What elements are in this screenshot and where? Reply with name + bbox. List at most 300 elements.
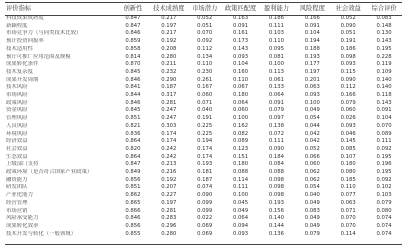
table-cell: 0.113 [268,68,285,75]
table-cell: 0.156 [268,207,285,214]
column-header: 创新性 [123,5,143,12]
table-cell: 0.112 [197,45,213,52]
table-cell: 0.072 [268,130,285,137]
table-cell: 0.163 [232,15,249,21]
table-cell: 0.111 [268,138,285,145]
row-label: 资金风险 [6,107,28,114]
table-cell: 0.100 [232,192,249,199]
table-row [5,30,402,38]
row-label: 政策风险 [6,99,28,106]
row-label: 新颖程度 [6,22,28,29]
table-cell: 0.110 [232,76,249,83]
table-cell: 0.094 [232,222,249,229]
table-cell: 0.836 [125,130,141,137]
table-cell: 0.196 [376,161,392,168]
table-cell: 0.261 [197,76,213,83]
table-cell: 0.042 [304,130,320,137]
table-cell: 0.090 [197,192,213,199]
table-cell: 0.211 [161,61,177,68]
column-header: 评价指标 [6,5,32,12]
table-cell: 0.184 [268,153,285,160]
table-cell: 0.060 [232,107,249,114]
table-cell: 0.085 [340,145,356,152]
table-cell: 0.112 [340,84,356,91]
table-cell: 0.174 [161,138,177,145]
table-cell: 0.060 [304,161,320,168]
table-bottom-rule [5,244,402,245]
table-cell: 0.098 [268,192,285,199]
table-cell: 0.049 [304,199,320,206]
table-cell: 0.217 [161,15,177,21]
table-cell: 0.093 [340,122,356,129]
table-cell: 0.093 [232,53,249,60]
table-cell: 0.290 [161,76,177,83]
table-cell: 0.191 [197,115,213,122]
table-cell: 0.143 [376,99,392,106]
table-cell: 0.201 [304,76,320,83]
table-cell: 0.281 [161,207,177,214]
table-cell: 0.022 [197,215,213,222]
table-cell: 0.098 [268,176,285,183]
table-cell: 0.071 [197,99,213,106]
table-cell: 0.100 [304,99,320,106]
row-label: 技术适用性 [6,45,33,52]
table-cell: 0.060 [340,107,356,114]
table-cell: 0.091 [232,22,249,29]
row-label: 社会效益 [6,145,28,152]
table-cell: 0.862 [125,192,141,199]
table-cell: 0.247 [161,115,177,122]
row-label: 融资能力 [6,176,28,183]
row-label: 成果开发周期 [6,76,39,83]
table-cell: 0.870 [125,61,141,68]
table-cell: 0.161 [232,30,249,37]
row-label: 环境风险 [6,130,28,137]
table-cell: 0.859 [125,38,141,45]
table-cell: 0.166 [340,92,356,99]
table-cell: 0.054 [304,115,320,122]
table-cell: 0.064 [232,215,249,222]
table-row [5,154,402,162]
table-row [5,200,402,208]
table-cell: 0.864 [125,153,141,160]
table-cell: 0.820 [125,145,141,152]
table-cell: 0.133 [268,84,285,91]
table-cell: 0.191 [340,38,356,45]
table-cell: 0.162 [232,122,249,129]
table-cell: 0.846 [125,76,141,83]
table-cell: 0.071 [340,207,356,214]
table-cell: 0.049 [232,207,249,214]
table-row [5,138,402,146]
table-cell: 0.174 [197,145,213,152]
table-cell: 0.115 [340,68,356,75]
table-cell: 0.052 [340,15,356,21]
row-label: 生态效益 [6,153,28,160]
table-row [5,23,402,31]
table-cell: 0.143 [376,38,392,45]
table-cell: 0.197 [304,68,320,75]
table-cell: 0.064 [232,99,249,106]
table-cell: 0.160 [232,68,249,75]
table-cell: 0.093 [340,61,356,68]
table-cell: 0.247 [161,107,177,114]
table-row [5,123,402,131]
table-cell: 0.074 [376,222,392,229]
table-row [5,184,402,192]
column-header: 盈利能力 [263,5,290,12]
table-cell: 0.180 [340,161,356,168]
table-cell: 0.097 [268,115,285,122]
table-cell: 0.242 [161,145,177,152]
table-cell: 0.217 [161,30,177,37]
table-cell: 0.049 [304,215,320,222]
table-row [5,84,402,92]
table-cell: 0.099 [197,199,213,206]
table-cell: 0.174 [161,130,177,137]
column-header: 社会效益 [335,5,361,12]
table-cell: 0.847 [125,161,141,168]
table-cell: 0.111 [268,22,285,29]
table-cell: 0.846 [125,99,141,106]
table-cell: 0.140 [376,84,392,91]
table-cell: 0.052 [304,145,320,152]
table-cell: 0.208 [161,45,177,52]
table-cell: 0.232 [161,68,177,75]
table-cell: 0.145 [340,138,356,145]
row-label: 市场营销 [6,207,28,214]
table-cell: 0.225 [197,130,213,137]
table-cell: 0.042 [304,138,320,145]
table-cell: 0.040 [197,107,213,114]
row-label: 上级部门支持 [6,161,39,168]
column-header: 风险程度 [299,5,325,12]
table-cell: 0.180 [232,92,249,99]
table-cell: 0.080 [376,207,392,214]
table-cell: 0.814 [125,53,141,60]
table-cell: 0.207 [161,184,177,191]
table-cell: 0.280 [161,230,177,237]
table-cell: 0.077 [340,192,356,199]
table-cell: 0.049 [304,107,320,114]
table-cell: 0.821 [125,122,141,129]
table-cell: 0.197 [161,199,177,206]
table-cell: 0.051 [197,22,213,29]
table-cell: 0.151 [232,153,249,160]
column-header: 综合评价 [371,5,397,12]
table-cell: 0.026 [340,115,356,122]
table-cell: 0.070 [197,30,213,37]
table-cell: 0.109 [376,68,392,75]
row-label: 成果转化效率 [6,222,39,229]
table-cell: 0.851 [125,184,141,191]
table-cell: 0.216 [161,169,177,176]
table-row [5,107,402,115]
table-cell: 0.865 [125,199,141,206]
table-cell: 0.091 [376,107,392,114]
table-cell: 0.193 [197,161,213,168]
table-cell: 0.111 [376,138,392,145]
table-cell: 0.193 [304,53,320,60]
table-cell: 0.049 [304,222,320,229]
table-cell: 0.283 [161,215,177,222]
table-cell: 0.069 [197,222,213,229]
table-cell: 0.185 [340,176,356,183]
table-cell: 0.063 [340,199,356,206]
table-cell: 0.192 [161,38,177,45]
row-label: 研发团队 [6,184,28,191]
table-cell: 0.044 [304,122,320,129]
table-cell: 0.866 [125,207,141,214]
table-cell: 0.296 [161,222,177,229]
table-row [5,223,402,231]
table-cell: 0.062 [304,176,320,183]
table-cell: 0.088 [232,169,249,176]
data-table [5,3,402,238]
table-cell: 0.187 [161,84,177,91]
table-cell: 0.098 [268,184,285,191]
table-row [5,131,402,139]
table-cell: 0.841 [125,84,141,91]
row-label: 科技成果成熟度 [6,15,44,21]
table-cell: 0.227 [161,192,177,199]
column-header: 技术成熟度 [153,5,185,12]
table-cell: 0.051 [340,30,356,37]
table-cell: 0.242 [161,153,177,160]
table-row [5,77,402,85]
table-row [5,69,402,77]
table-row [5,161,402,169]
table-cell: 0.090 [340,76,356,83]
table-row [5,177,402,185]
table-header-row [5,3,402,15]
table-cell: 0.173 [232,38,249,45]
table-row [5,115,402,123]
table-cell: 0.847 [125,15,141,21]
table-cell: 0.281 [161,99,177,106]
table-row [5,46,402,54]
table-cell: 0.138 [268,122,285,129]
table-cell: 0.228 [376,53,392,60]
row-label: 技术风险 [6,84,28,91]
table-cell: 0.082 [232,130,249,137]
table-cell: 0.194 [197,138,213,145]
table-cell: 0.104 [304,30,320,37]
table-cell: 0.062 [304,169,320,176]
table-row [5,215,402,223]
table-cell: 0.140 [268,215,285,222]
table-cell: 0.858 [125,45,141,52]
table-cell: 0.074 [197,184,213,191]
row-label: 管理风险 [6,115,28,122]
row-label: 预计投资回报率 [6,38,44,45]
table-cell: 0.083 [376,15,392,21]
table-cell: 0.134 [197,53,213,60]
table-cell: 0.177 [304,61,320,68]
table-cell: 0.143 [232,45,249,52]
table-cell: 0.148 [376,22,392,29]
table-cell: 0.074 [376,215,392,222]
table-cell: 0.187 [197,176,213,183]
table-cell: 0.079 [268,107,285,114]
table-cell: 0.093 [232,230,249,237]
table-cell: 0.114 [340,230,356,237]
table-body [5,15,402,238]
table-cell: 0.181 [197,169,213,176]
table-cell: 0.067 [232,84,249,91]
row-label: 风险承受能力 [6,215,39,222]
row-label: 市场竞争力（与同类技术比较） [6,30,82,37]
table-row [5,208,402,216]
table-cell: 0.186 [268,15,285,21]
column-header: 政策匹配度 [224,5,257,12]
table-cell: 0.110 [197,61,213,68]
table-cell: 0.079 [304,230,320,237]
table-cell: 0.092 [197,38,213,45]
table-cell: 0.063 [304,84,320,91]
table-cell: 0.844 [125,92,141,99]
table-row [5,61,402,69]
table-cell: 0.107 [340,153,356,160]
table-cell: 0.855 [125,230,141,237]
table-cell: 0.079 [340,99,356,106]
table-row [5,231,402,239]
table-cell: 0.193 [268,199,285,206]
table-cell: 0.847 [125,22,141,29]
row-label: 经济效益 [6,138,28,145]
row-label: 人员风险 [6,122,28,129]
table-cell: 0.192 [161,176,177,183]
table-cell: 0.064 [268,92,285,99]
table-cell: 0.089 [232,138,249,145]
table-cell: 0.166 [304,15,320,21]
table-row [5,100,402,108]
table-cell: 0.092 [376,145,392,152]
table-cell: 0.317 [161,92,177,99]
table-cell: 0.856 [125,176,141,183]
table-cell: 0.195 [376,169,392,176]
table-cell: 0.098 [340,53,356,60]
table-cell: 0.070 [340,215,356,222]
table-cell: 0.111 [232,184,249,191]
table-cell: 0.188 [304,45,320,52]
table-row [5,192,402,200]
table-cell: 0.849 [125,169,141,176]
table-cell: 0.052 [197,15,213,21]
table-cell: 0.084 [268,161,285,168]
table-cell: 0.845 [125,107,141,114]
table-cell: 0.091 [268,99,285,106]
table-cell: 0.225 [197,122,213,129]
table-cell: 0.303 [161,122,177,129]
table-cell: 0.195 [376,153,392,160]
row-label: 技术开发与转化（一般领域） [6,230,77,237]
table-cell: 0.180 [232,161,249,168]
table-row [5,38,402,46]
table-row [5,92,402,100]
table-cell: 0.104 [232,61,249,68]
table-cell: 0.280 [161,53,177,60]
table-cell: 0.174 [197,153,213,160]
table-cell: 0.100 [232,115,249,122]
table-cell: 0.102 [376,184,392,191]
table-cell: 0.119 [376,61,392,68]
table-cell: 0.099 [197,207,213,214]
table-row [5,15,402,23]
row-label: 经营管理 [6,199,28,206]
table-cell: 0.195 [376,45,392,52]
table-cell: 0.103 [268,30,285,37]
table-cell: 0.114 [232,176,249,183]
table-cell: 0.090 [268,145,285,152]
table-cell: 0.100 [268,61,285,68]
table-row [5,54,402,62]
row-label: 预计可推广应用范围及规模 [6,53,71,60]
table-cell: 0.095 [268,45,285,52]
row-label: 政策环境（是否符合国家产业政策） [6,169,93,176]
table-cell: 0.091 [304,22,320,29]
table-cell: 0.846 [125,215,141,222]
table-cell: 0.081 [268,53,285,60]
table-cell: 0.136 [268,230,285,237]
table-cell: 0.054 [304,184,320,191]
table-cell: 0.040 [304,192,320,199]
table-cell: 0.069 [197,230,213,237]
table-cell: 0.194 [304,38,320,45]
table-cell: 0.110 [340,184,356,191]
table-cell: 0.144 [268,222,285,229]
table-cell: 0.845 [125,68,141,75]
table-cell: 0.846 [125,30,141,37]
table-cell: 0.083 [304,207,320,214]
column-header: 市场潜力 [192,5,218,12]
table-cell: 0.070 [340,222,356,229]
table-cell: 0.093 [304,92,320,99]
table-cell: 0.088 [268,169,285,176]
table-cell: 0.110 [268,38,285,45]
table-cell: 0.079 [376,199,392,206]
table-cell: 0.186 [340,45,356,52]
table-cell: 0.046 [340,130,356,137]
table-cell: 0.070 [376,122,392,129]
table-cell: 0.856 [125,222,141,229]
table-cell: 0.089 [376,130,392,137]
table-row [5,146,402,154]
table-cell: 0.123 [232,145,249,152]
table-cell: 0.090 [340,22,356,29]
table-cell: 0.851 [125,115,141,122]
table-cell: 0.130 [376,30,392,37]
row-label: 产业化能力 [6,192,33,199]
table-cell: 0.197 [161,22,177,29]
row-label: 市场风险 [6,92,28,99]
row-label: 成果转化条件 [6,61,39,68]
table-cell: 0.140 [376,76,392,83]
table-cell: 0.060 [197,92,213,99]
table-cell: 0.230 [197,68,213,75]
table-cell: 0.045 [232,199,249,206]
table-cell: 0.092 [376,176,392,183]
table-cell: 0.103 [376,192,392,199]
table-cell: 0.074 [376,230,392,237]
table-cell: 0.061 [268,76,285,83]
table-cell: 0.213 [161,161,177,168]
table-cell: 0.104 [376,115,392,122]
row-label: 技术复杂度 [6,68,33,75]
table-cell: 0.080 [340,169,356,176]
table-row [5,169,402,177]
table-cell: 0.066 [304,153,320,160]
